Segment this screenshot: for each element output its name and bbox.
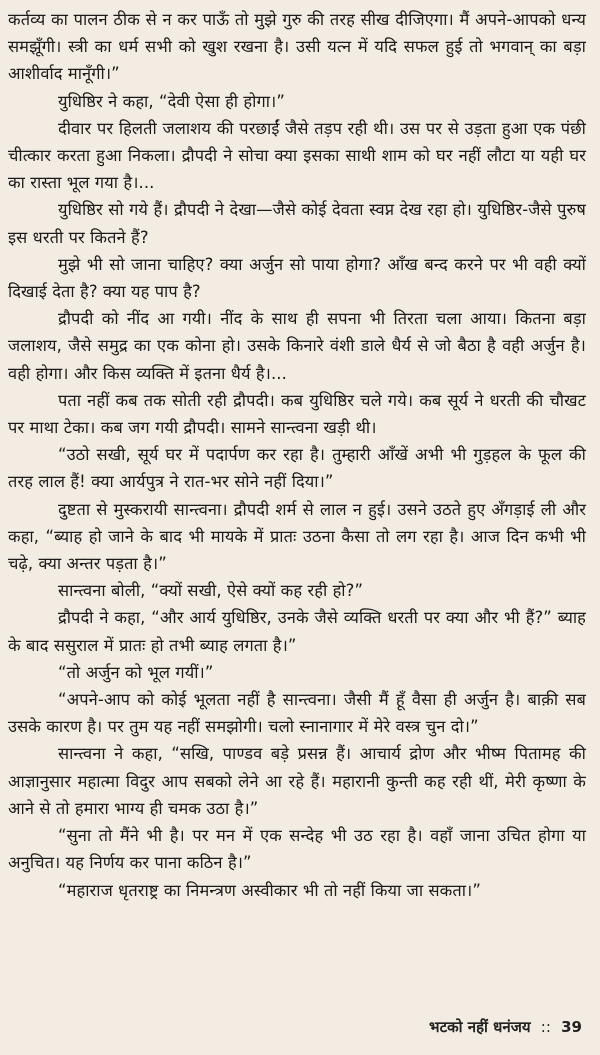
page-number: 39 <box>561 1018 582 1036</box>
paragraph: सान्त्वना बोली, “क्यों सखी, ऐसे क्यों कह रही हो?” <box>58 581 364 601</box>
paragraph: द्रौपदी ने कहा, “और आर्य युधिष्ठिर, उनके जैसे व्यक्ति धरती पर क्या और भी हैं?” ब्याह के बाद ससुराल में प्रातः हो तभी ब्याह लगता है।” <box>8 608 586 655</box>
running-title: भटको नहीं धनंजय <box>429 1018 531 1036</box>
paragraph: मुझे भी सो जाना चाहिए? क्या अर्जुन सो पाया होगा? आँख बन्द करने पर भी वही क्यों दिखाई देता है? क्या यह पाप है? <box>8 254 586 302</box>
paragraph: दीवार पर हिलती जलाशय की परछाईं जैसे तड़प रही थी। उस पर से उड़ता हुआ एक पंछी चीत्कार करता हुआ निकला। द्रौपदी ने सोचा क्या इसका साथी शाम को घर नहीं लौटा या यही घर का रास्ता भूल गया है।... <box>8 118 586 193</box>
paragraph: “अपने-आप को कोई भूलता नहीं है सान्त्वना। जैसी मैं हूँ वैसा ही अर्जुन है। बाक़ी सब उसके कारण है। पर तुम यह नहीं समझोगी। चलो स्नानागार में मेरे वस्त्र चुन दो।” <box>8 690 586 737</box>
page-footer <box>429 1017 582 1037</box>
paragraph: पता नहीं कब तक सोती रही द्रौपदी। कब युधिष्ठिर चले गये। कब सूर्य ने धरती की चौखट पर माथा टेका। कब जग गयी द्रौपदी। सामने सान्त्वना खड़ी थी। <box>8 390 586 438</box>
paragraph: सान्त्वना ने कहा, “सखि, पाण्डव बड़े प्रसन्न हैं। आचार्य द्रोण और भीष्म पितामह की आज्ञानुसार महात्मा विदुर आप सबको लेने आ रहे हैं। महारानी कुन्ती कह रही थीं, मेरी कृष्णा के आने से तो हमारा भाग्य ही चमक उठा है।” <box>8 744 586 818</box>
paragraph: द्रौपदी को नींद आ गयी। नींद के साथ ही सपना भी तिरता चला आया। कितना बड़ा जलाशय, जैसे समुद्र का एक कोना हो। उसके किनारे वंशी डाले धैर्य से जो बैठा है वही अर्जुन है। वही होगा। और किस व्यक्ति में इतना धैर्य है।... <box>8 309 586 383</box>
body-text <box>8 6 586 904</box>
paragraph: “तो अर्जुन को भूल गयीं।” <box>58 662 214 682</box>
paragraph: “सुना तो मैंने भी है। पर मन में एक सन्देह भी उठ रहा है। वहाँ जाना उचित होगा या अनुचित। यह निर्णय कर पाना कठिन है।” <box>8 826 586 873</box>
paragraph: दुष्टता से मुस्करायी सान्त्वना। द्रौपदी शर्म से लाल न हुई। उसने उठते हुए अँगड़ाई ली और कहा, “ब्याह हो जाने के बाद भी मायके में प्रातः उठना कैसा तो लग रहा है। आज दिन कभी भी चढ़े, क्या अन्तर पड़ता है।” <box>8 499 586 574</box>
footer-separator: :: <box>540 1018 551 1036</box>
paragraph: कर्तव्य का पालन ठीक से न कर पाऊँ तो मुझे गुरु की तरह सीख दीजिएगा। मैं अपने-आपको धन्य समझूँगी। स्त्री का धर्म सभी को खुश रखना है। उसी यत्न में यदि सफल हुई तो भगवान् का बड़ा आशीर्वाद मानूँगी।” <box>8 10 586 84</box>
paragraph: “उठो सखी, सूर्य घर में पदार्पण कर रहा है। तुम्हारी आँखें अभी भी गुड़हल के फूल की तरह लाल हैं! क्या आर्यपुत्र ने रात-भर सोने नहीं दिया।” <box>8 445 586 492</box>
paragraph: युधिष्ठिर ने कहा, “देवी ऐसा ही होगा।” <box>58 91 285 111</box>
paragraph: “महाराज धृतराष्ट्र का निमन्त्रण अस्वीकार भी तो नहीं किया जा सकता।” <box>58 880 481 900</box>
paragraph: युधिष्ठिर सो गये हैं। द्रौपदी ने देखा—जैसे कोई देवता स्वप्न देख रहा हो। युधिष्ठिर-जैसे पुरुष इस धरती पर कितने हैं? <box>8 200 586 247</box>
